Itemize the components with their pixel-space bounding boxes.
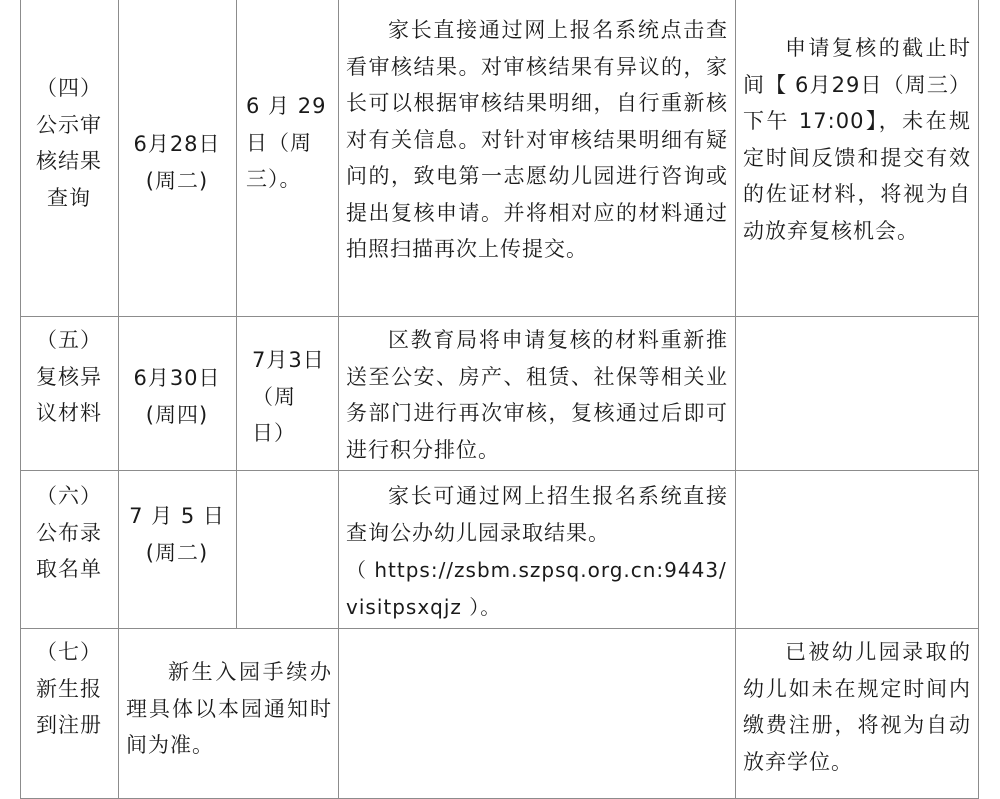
start-date-cell: 7 月 5 日(周二) xyxy=(129,504,225,565)
table-border-left xyxy=(20,0,21,799)
description-cell: 区教育局将申请复核的材料重新推送至公安、房产、租赁、社保等相关业务部门进行再次审核，复核通过后即可进行积分排位。 xyxy=(346,328,728,462)
stage-cell: （六）公布录取名单 xyxy=(36,484,102,581)
row-divider xyxy=(20,470,979,471)
result-link[interactable]: （ https://zsbm.szpsq.org.cn:9443/visitpsxqjz ）。 xyxy=(346,558,727,619)
end-date-cell: 6 月 29日（周三）。 xyxy=(246,94,327,191)
stage-cell: （七）新生报到注册 xyxy=(36,640,102,737)
merged-date-cell: 新生入园手续办理具体以本园通知时间为准。 xyxy=(126,660,332,757)
row-divider xyxy=(20,628,979,629)
column-divider xyxy=(236,0,237,628)
description-cell: 家长直接通过网上报名系统点击查看审核结果。对审核结果有异议的，家长可以根据审核结果明细，自行重新核对有关信息。对针对审核结果明细有疑问的，致电第一志愿幼儿园进行咨询或提出复核申请。并将相对应的材料通过拍照扫描再次上传提交。 xyxy=(346,18,728,261)
row-divider xyxy=(20,316,979,317)
column-divider xyxy=(118,628,119,799)
stage-cell: （四）公示审核结果查询 xyxy=(36,76,102,210)
stage-cell: （五）复核异议材料 xyxy=(36,328,102,425)
note-cell: 申请复核的截止时间【 6月29日（周三）下午 17:00】，未在规定时间反馈和提交有效的佐证材料，将视为自动放弃复核机会。 xyxy=(743,36,971,243)
column-divider xyxy=(338,0,339,799)
start-date-cell: 6月28日(周二) xyxy=(133,132,221,193)
end-date-cell: 7月3日（周日） xyxy=(252,348,325,445)
column-divider xyxy=(735,0,736,799)
start-date-cell: 6月30日(周四) xyxy=(133,366,221,427)
note-cell: 已被幼儿园录取的幼儿如未在规定时间内缴费注册，将视为自动放弃学位。 xyxy=(743,640,971,774)
description-cell: 家长可通过网上招生报名系统直接查询公办幼儿园录取结果。 xyxy=(346,484,728,545)
table-border-right xyxy=(978,0,979,799)
column-divider xyxy=(118,0,119,628)
